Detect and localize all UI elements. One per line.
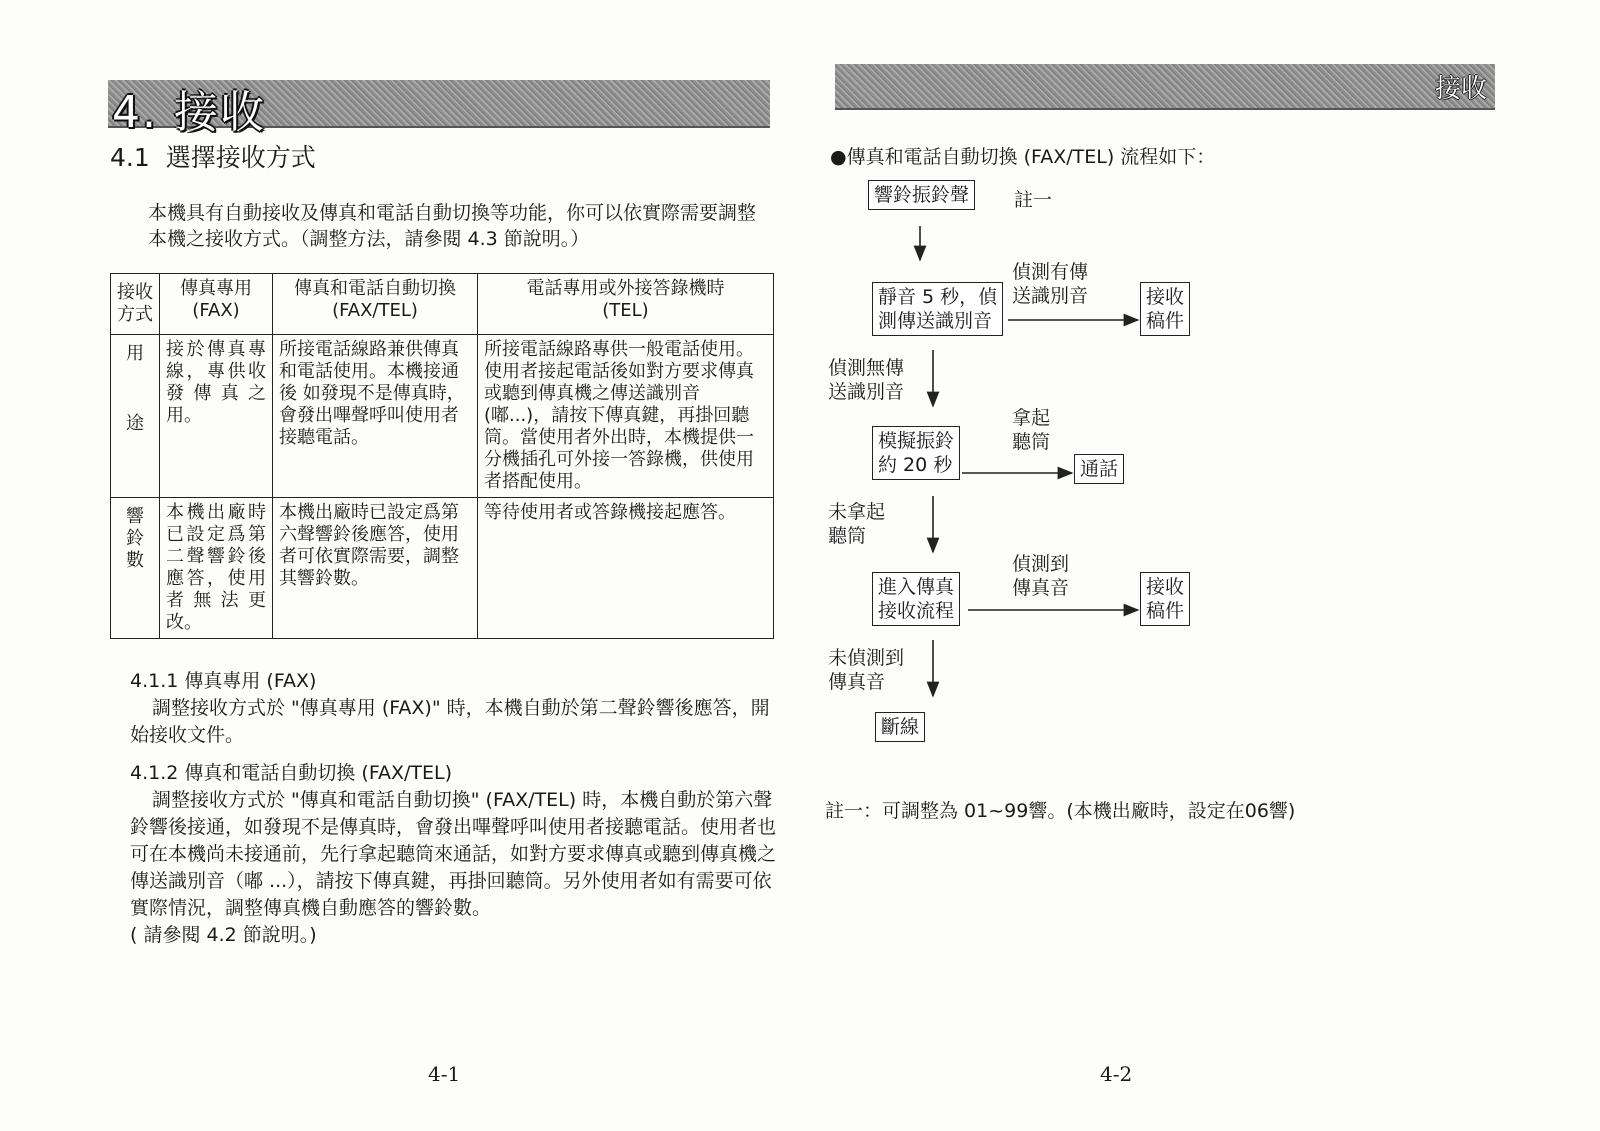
flow-label-not-picked: 未拿起 聽筒 <box>828 501 886 547</box>
page-number-right: 4-2 <box>1100 1062 1133 1086</box>
flow-arrows <box>800 0 1600 1131</box>
flow-note-ref: 註一 <box>1014 189 1053 211</box>
flow-box-silent: 靜音 5 秒，偵 測傳送識別音 <box>872 282 1003 336</box>
intro-paragraph: 本機具有自動接收及傳真和電話自動切換等功能，你可以依實際需要調整本機之接收方式。（調整方法，請參閱 4.3 節說明。） <box>148 202 757 250</box>
header-tel: 電話專用或外接答錄機時 (TEL) <box>478 274 774 335</box>
subsection-faxtel-title: 4.1.2 傳真和電話自動切換 (FAX/TEL) <box>130 762 453 784</box>
cell-usage-fax: 接於傳真專線，專供收發傳真之用。 <box>160 335 273 498</box>
right-page <box>800 0 1600 1131</box>
flow-box-talk: 通話 <box>1074 454 1124 484</box>
footnote: 註一：可調整為 01~99響。(本機出廠時，設定在06響) <box>825 800 1296 822</box>
banner-tag: 接收 <box>1434 74 1487 104</box>
flow-box-fax-receive: 進入傳真 接收流程 <box>872 572 960 626</box>
flow-box-disconnect: 斷線 <box>875 712 925 742</box>
section-number: 4.1 <box>110 143 150 172</box>
flow-box-simulated-ring: 模擬振鈴 約 20 秒 <box>872 426 960 480</box>
row-label-usage: 用 途 <box>111 335 160 498</box>
table-row <box>111 498 774 639</box>
table-row <box>111 335 774 498</box>
table-header-row <box>111 274 774 335</box>
cell-rings-fax: 本機出廠時已設定爲第二聲響鈴後應答，使用者無法更改。 <box>160 498 273 639</box>
subsection-fax-title: 4.1.1 傳真專用 (FAX) <box>130 670 317 692</box>
flow-box-ringing: 響鈴振鈴聲 <box>868 180 975 210</box>
header-corner: 接收 方式 <box>111 274 160 335</box>
receive-mode-table <box>110 273 774 639</box>
flow-title: ●傳真和電話自動切換 (FAX/TEL) 流程如下： <box>830 146 1216 168</box>
flow-label-no-fax: 未偵測到 傳真音 <box>828 647 905 693</box>
flow-label-detect-tone: 偵測有傳 送識別音 <box>1012 261 1089 307</box>
subsection-faxtel <box>130 760 780 949</box>
subsection-faxtel-ref: ( 請參閱 4.2 節說明。) <box>130 924 317 946</box>
cell-usage-tel: 所接電話線路專供一般電話使用。使用者接起電話後如對方要求傳真或聽到傳真機之傳送識別音 (嘟...)，請按下傳真鍵，再掛回聽筒。當使用者外出時，本機提供一分機插孔可外接一答錄機，供使用者搭配使用。 <box>478 335 774 498</box>
chapter-title: 4. 接收 <box>112 87 266 138</box>
section-title-text: 選擇接收方式 <box>165 143 316 172</box>
cell-rings-faxtel: 本機出廠時已設定爲第六聲響鈴後應答，使用者可依實際需要，調整其響鈴數。 <box>273 498 478 639</box>
flow-label-detect-fax: 偵測到 傳真音 <box>1012 553 1070 599</box>
subsection-fax <box>130 668 780 749</box>
subsection-fax-body: 調整接收方式於 "傳真專用 (FAX)" 時，本機自動於第二聲鈴響後應答，開始接收文件。 <box>130 697 770 746</box>
page-number-left: 4-1 <box>428 1062 461 1086</box>
header-fax: 傳真專用 (FAX) <box>160 274 273 335</box>
cell-usage-faxtel: 所接電話線路兼供傳真和電話使用。本機接通後 如發現不是傳真時，會發出嗶聲呼叫使用者接聽電話。 <box>273 335 478 498</box>
cell-rings-tel: 等待使用者或答錄機接起應答。 <box>478 498 774 639</box>
header-faxtel: 傳真和電話自動切換 (FAX/TEL) <box>273 274 478 335</box>
flow-label-pick-up: 拿起 聽筒 <box>1012 407 1051 453</box>
row-label-rings: 響 鈴 數 <box>111 498 160 639</box>
flow-box-receive: 接收 稿件 <box>1140 282 1190 336</box>
chapter-banner <box>108 80 770 138</box>
flow-box-receive-2: 接收 稿件 <box>1140 572 1190 626</box>
flow-label-no-tone: 偵測無傳 送識別音 <box>828 357 905 403</box>
subsection-faxtel-body: 調整接收方式於 "傳真和電話自動切換" (FAX/TEL) 時，本機自動於第六聲鈴響後接通，如發現不是傳真時，會發出嗶聲呼叫使用者接聽電話。使用者也可在本機尚未接通前，先行拿起聽筒來通話，如對方要求傳真或聽到傳真機之傳送識別音（嘟 ...），請按下傳真鍵，再掛回聽筒。另外使用者如有需要可依實際情況，調整傳真機自動應答的響鈴數。 <box>130 789 777 919</box>
section-title <box>110 138 316 174</box>
